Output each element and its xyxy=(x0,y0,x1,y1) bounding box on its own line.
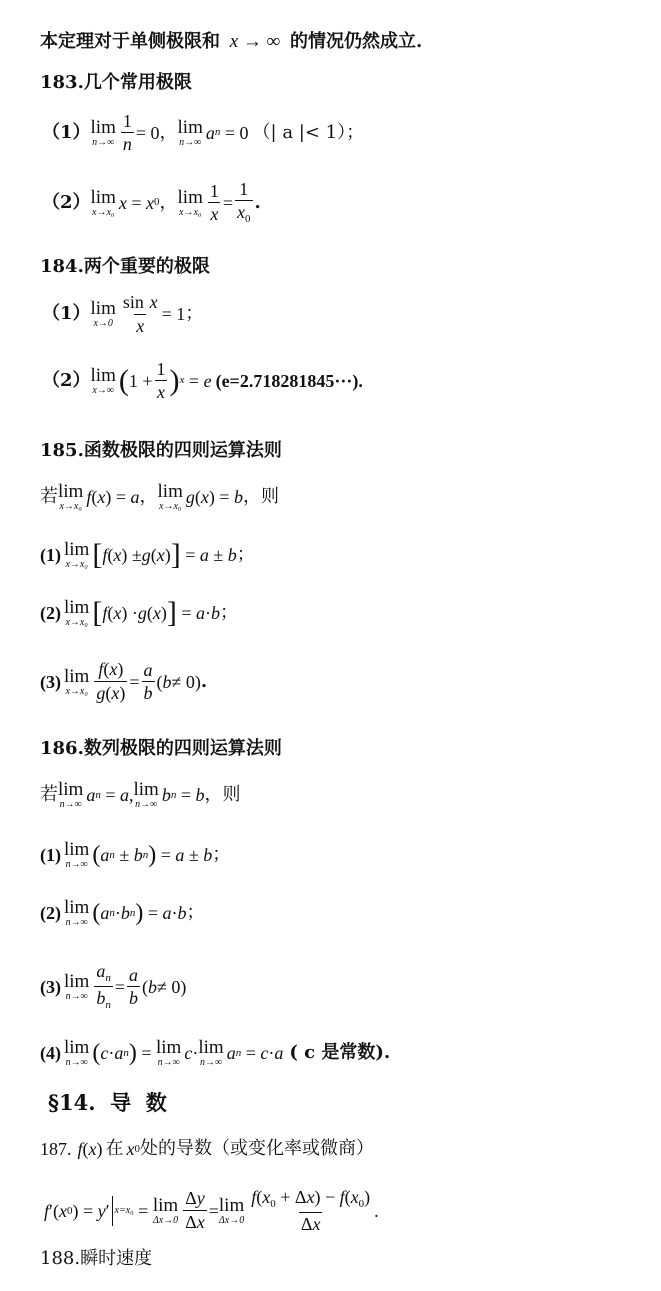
lim-operator: lim n→∞ xyxy=(64,897,90,928)
fraction: $\frac{1}{n}$ xyxy=(122,111,132,154)
e-value-note: (e=2.718281845···). xyxy=(215,370,363,391)
section-184-title: 184.两个重要的极限 xyxy=(40,256,210,277)
lim-operator: lim n→∞ xyxy=(64,839,90,870)
fraction: $\frac{f(x_0 + \Delta x) - f(x_0)}{\Delta x}$ xyxy=(251,1187,371,1234)
ruo-word: 若 xyxy=(40,486,58,507)
lim-operator: lim n→∞ xyxy=(133,779,159,810)
lim-operator: lim x→0 xyxy=(90,298,116,330)
s185-rule-3: (3) lim x→x₀ $\frac{f(x)}{g(x)}$ = $\frac{a}{b}$ ( b ≠ 0) . xyxy=(40,659,208,703)
end-mark: ； xyxy=(185,303,204,325)
ze-word: ，则 xyxy=(204,784,241,805)
item-label: （1） xyxy=(42,303,91,325)
c-note: ( c 是常数). xyxy=(289,1042,391,1063)
separator: ， xyxy=(159,191,178,213)
end-mark: ； xyxy=(186,902,205,923)
s187-title-line: 187. f ( x ) 在 x 0 处的导数（或变化率或微商） xyxy=(40,1138,375,1159)
lim-operator: lim n→∞ xyxy=(64,970,90,1002)
intro-math: x → ∞ xyxy=(229,31,281,52)
s184-line-1: （1） lim x→0 $\frac{\text{sin x}}{x}$ = 1 ； xyxy=(42,292,204,336)
s185-rule-2: (2) lim x→x₀ [ f ( x ) · g ( x ) ] = a · b ； xyxy=(40,596,239,629)
s186-rule-4: (4) lim n→∞ ( c · a n ) = lim n→∞ c · lim n→∞ a n = c · a ( c 是常数). xyxy=(40,1037,391,1068)
end-mark: ； xyxy=(220,602,239,623)
fraction: $\frac{f(x)}{g(x)}$ xyxy=(96,659,126,703)
lim-operator: lim Δx→0 xyxy=(218,1195,245,1227)
lim-operator: lim x→x₀ xyxy=(58,481,84,512)
s185-rule-1: (1) lim x→x₀ [ f ( x ) ± g ( x ) ] = a ± b ； xyxy=(40,538,255,571)
derivative-desc: 处的导数（或变化率或微商） xyxy=(140,1138,375,1159)
item-label: （1） xyxy=(42,121,91,143)
item-label: (4) xyxy=(40,1043,61,1063)
section-185-title: 185.函数极限的四则运算法则 xyxy=(40,440,282,461)
item-label: (2) xyxy=(40,603,61,623)
ze-word: ，则 xyxy=(243,486,280,507)
item-number: 187. xyxy=(40,1139,72,1159)
lim-operator: lim n→∞ xyxy=(90,116,116,148)
chapter-14-title: §14. 导 数 xyxy=(48,1090,167,1115)
fraction: $\frac{1}{x}$ xyxy=(209,180,219,224)
s186-rule-3: (3) lim n→∞ $\frac{a_n}{b_n}$ = $\frac{a}{b}$ ( b ≠ 0) xyxy=(40,961,187,1011)
lim-operator: lim x→x₀ xyxy=(64,665,90,697)
s186-rule-1: (1) lim n→∞ ( a n ± b n ) = a ± b ； xyxy=(40,839,231,870)
lim-operator: lim x→x₀ xyxy=(177,186,203,218)
separator: ， xyxy=(139,486,158,507)
end-mark: ； xyxy=(212,844,231,865)
section-188-title: 188.瞬时速度 xyxy=(40,1248,153,1269)
lim-operator: lim x→x₀ xyxy=(157,481,183,512)
intro-line xyxy=(40,32,661,51)
lim-operator: lim n→∞ xyxy=(198,1037,224,1068)
fraction: $\frac{1}{x_0}$ xyxy=(237,179,251,225)
s184-line-2: （2） lim x→∞ ( 1 + $\frac{1}{x}$ ) x = e (e=2.718281845···). xyxy=(42,359,363,402)
lim-operator: lim n→∞ xyxy=(177,116,203,148)
s186-rule-2: (2) lim n→∞ ( a n · b n ) = a · b ； xyxy=(40,897,205,928)
item-label: (1) xyxy=(40,845,61,865)
s183-line-2: （2） lim x→x₀ x = x 0 ， lim x→x₀ $\frac{1}{x}$ = $\frac{1}{x_0}$ . xyxy=(42,179,261,225)
s183-line-1: （1） lim n→∞ $\frac{1}{n}$ = 0 ， lim n→∞ a n = 0 （| a |< 1）； xyxy=(42,111,365,154)
item-label: (2) xyxy=(40,903,61,923)
fraction: $\frac{a}{b}$ xyxy=(143,660,153,703)
end-mark: . xyxy=(254,191,261,213)
lim-operator: lim n→∞ xyxy=(58,779,84,810)
lim-operator: lim x→∞ xyxy=(90,364,116,396)
s187-formula: f ′( x 0 ) = y ′ x=x₀ = lim Δx→0 $\frac{\Delta y}{\Delta x}$ = lim Δx→0 $\frac{f(x_0 + \Delta x) - f(x_0)}{\Delta x}$ . xyxy=(44,1187,379,1234)
end-mark: ； xyxy=(236,544,255,565)
s185-given: 若 lim x→x₀ f ( x ) = a ， lim x→x₀ g ( x ) = b ，则 xyxy=(40,481,280,512)
lim-operator: lim n→∞ xyxy=(64,1037,90,1068)
lim-operator: lim Δx→0 xyxy=(152,1195,179,1227)
condition: （| a |< 1）； xyxy=(252,121,365,143)
section-186-title: 186.数列极限的四则运算法则 xyxy=(40,738,282,759)
lim-operator: lim x→x₀ xyxy=(64,597,90,628)
end-mark: . xyxy=(374,1201,379,1222)
fraction: $\frac{\text{sin x}}{x}$ xyxy=(122,292,158,336)
intro-text-b: 的情况仍然成立. xyxy=(289,31,423,52)
item-label: (1) xyxy=(40,545,61,565)
fraction: $\frac{\Delta y}{\Delta x}$ xyxy=(185,1188,205,1233)
item-label: (3) xyxy=(40,976,61,997)
end-mark: . xyxy=(200,670,208,692)
zai-word: 在 xyxy=(105,1138,124,1159)
fraction: $\frac{1}{x}$ xyxy=(156,359,166,402)
lim-operator: lim n→∞ xyxy=(156,1037,182,1068)
section-183-title: 183.几个常用极限 xyxy=(40,72,192,93)
lim-operator: lim x→x₀ xyxy=(90,186,116,218)
item-label: （2） xyxy=(42,369,91,391)
s186-given: 若 lim n→∞ a n = a , lim n→∞ b n = b ，则 xyxy=(40,779,241,810)
intro-text-a: 本定理对于单侧极限和 xyxy=(40,31,220,52)
item-label: (3) xyxy=(40,671,61,692)
item-label: （2） xyxy=(42,191,91,213)
ruo-word: 若 xyxy=(40,784,58,805)
fraction: $\frac{a}{b}$ xyxy=(129,964,138,1008)
fraction: $\frac{a_n}{b_n}$ xyxy=(96,961,111,1011)
lim-operator: lim x→x₀ xyxy=(64,539,90,570)
separator: ， xyxy=(159,121,178,143)
